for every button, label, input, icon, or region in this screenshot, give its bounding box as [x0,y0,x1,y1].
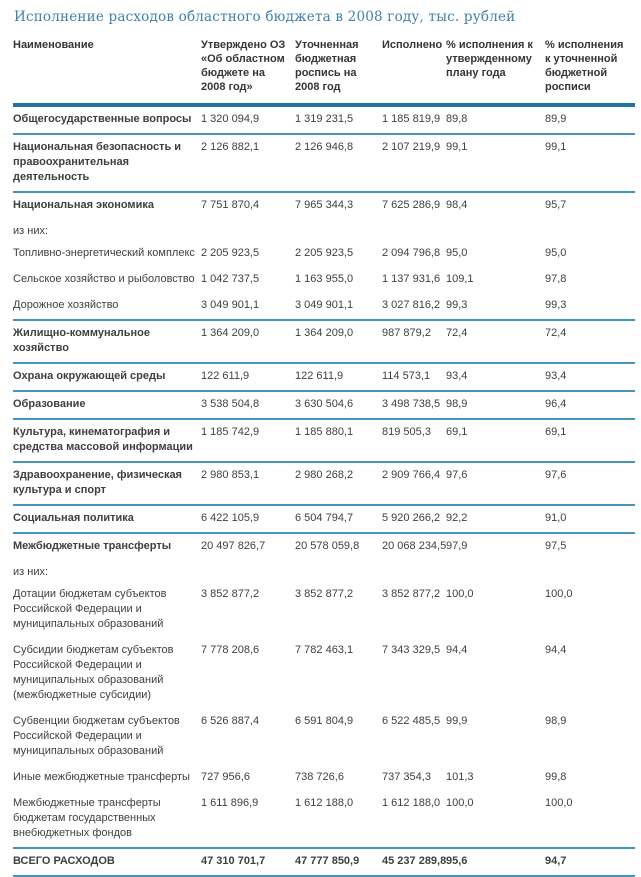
row-name: Культура, кинематография и средства массовой информации [13,419,201,462]
cell-refined-plan: 1 163 955,0 [295,273,354,285]
cell-pct-refined-plan: 94,4 [545,644,567,656]
cell-executed: 20 068 234,5 [382,533,446,560]
cell-pct-approved-plan: 95,0 [446,247,468,259]
cell-pct-approved-plan: 98,9 [446,391,545,419]
row-name: Межбюджетные трансферты [13,533,201,560]
cell-executed: 2 909 766,4 [382,462,446,505]
cell-pct-refined-plan: 100,0 [545,588,573,600]
cell-pct-refined-plan: 97,5 [545,533,635,560]
cell-approved: 3 538 504,8 [201,391,295,419]
cell-pct-approved-plan: 98,4 [446,192,545,219]
cell-refined-plan: 7 965 344,3 [295,192,382,219]
row-name: Социальная политика [13,505,201,533]
row-name: Сельское хозяйство и рыболовство [13,273,195,285]
cell-refined-plan: 7 782 463,1 [295,644,354,656]
cell-pct-approved-plan: 92,2 [446,505,545,533]
row-name: Дотации бюджетам субъектов Российской Федерации и муниципальных образований [13,588,167,630]
column-header-pct-approved-plan: % исполнения к утвержденному плану года [446,36,545,105]
cell-refined-plan: 6 591 804,9 [295,715,354,727]
cell-pct-approved-plan: 93,4 [446,363,545,391]
cell-pct-refined-plan: 95,0 [545,247,567,259]
row-name: Субвенции бюджетам субъектов Российской Федерации и муниципальных образований [13,715,180,757]
cell-refined-plan: 2 980 268,2 [295,462,382,505]
table-header [13,36,635,105]
cell-executed: 7 625 286,9 [382,192,446,219]
cell-executed: 819 505,3 [382,419,446,462]
cell-pct-approved-plan: 101,3 [446,771,474,783]
cell-pct-refined-plan: 100,0 [545,797,573,809]
row-group-label: из них: [13,225,49,237]
row-name: Национальная экономика [13,192,201,219]
cell-approved: 1 185 742,9 [201,419,295,462]
cell-pct-refined-plan: 96,4 [545,391,635,419]
table-row [13,791,635,848]
cell-executed: 7 343 329,5 [382,644,441,656]
table-row [13,419,635,462]
cell-pct-refined-plan: 91,0 [545,505,635,533]
cell-approved: 6 526 887,4 [201,715,260,727]
cell-refined-plan: 2 205 923,5 [295,247,354,259]
cell-pct-refined-plan: 94,7 [545,848,635,876]
cell-approved: 3 049 901,1 [201,299,260,311]
cell-refined-plan: 1 185 880,1 [295,419,382,462]
cell-refined-plan: 6 504 794,7 [295,505,382,533]
cell-pct-approved-plan: 99,9 [446,715,468,727]
page-title: Исполнение расходов областного бюджета в 2008 году, тыс. рублей [14,9,516,25]
cell-pct-approved-plan: 95,6 [446,848,545,876]
cell-pct-approved-plan: 97,6 [446,462,545,505]
cell-executed: 45 237 289,8 [382,848,446,876]
cell-approved: 20 497 826,7 [201,533,295,560]
table-row [13,293,635,320]
cell-pct-refined-plan: 95,7 [545,192,635,219]
table-row [13,765,635,791]
cell-executed: 3 498 738,5 [382,391,446,419]
table-row [13,391,635,419]
cell-approved: 1 320 094,9 [201,113,260,125]
table-row [13,638,635,709]
cell-refined-plan: 3 852 877,2 [295,588,354,600]
table-row [13,320,635,363]
row-name: Иные межбюджетные трансферты [13,771,190,783]
cell-approved: 1 042 737,5 [201,273,260,285]
cell-refined-plan: 47 777 850,9 [295,848,382,876]
table-row [13,363,635,391]
table-row [13,533,635,560]
cell-approved: 2 980 853,1 [201,462,295,505]
row-name: Жилищно-коммунальное хозяйство [13,320,201,363]
cell-executed: 3 027 816,2 [382,299,441,311]
cell-pct-refined-plan: 72,4 [545,320,635,363]
cell-refined-plan: 1 364 209,0 [295,320,382,363]
cell-pct-approved-plan: 99,3 [446,299,468,311]
cell-pct-approved-plan: 99,1 [446,134,545,192]
table-row [13,134,635,192]
cell-pct-approved-plan: 97,9 [446,533,545,560]
row-name: Образование [13,391,201,419]
column-header-name: Наименование [13,36,201,105]
cell-approved: 122 611,9 [201,363,295,391]
cell-pct-refined-plan: 99,1 [545,134,635,192]
cell-pct-approved-plan: 89,8 [446,113,468,125]
cell-refined-plan: 122 611,9 [295,363,382,391]
row-name: Дорожное хозяйство [13,299,119,311]
cell-pct-refined-plan: 98,9 [545,715,567,727]
row-name: Топливно-энергетический комплекс [13,247,195,259]
cell-approved: 3 852 877,2 [201,588,260,600]
cell-executed: 1 137 931,6 [382,273,441,285]
cell-executed: 737 354,3 [382,771,431,783]
cell-executed: 1 185 819,9 [382,113,441,125]
cell-pct-approved-plan: 72,4 [446,320,545,363]
table-row [13,192,635,219]
table-row [13,560,635,582]
budget-execution-table [13,36,635,877]
cell-refined-plan: 1 612 188,0 [295,797,354,809]
cell-refined-plan: 3 049 901,1 [295,299,354,311]
cell-executed: 2 094 796,8 [382,247,441,259]
cell-approved: 7 778 208,6 [201,644,260,656]
table-row [13,105,635,134]
column-header-refined-plan: Уточненная бюджетная роспись на 2008 год [295,36,382,105]
cell-approved: 47 310 701,7 [201,848,295,876]
cell-executed: 6 522 485,5 [382,715,441,727]
cell-pct-refined-plan: 99,8 [545,771,567,783]
cell-executed: 3 852 877,2 [382,588,441,600]
cell-executed: 1 612 188,0 [382,797,441,809]
cell-pct-approved-plan: 69,1 [446,419,545,462]
table-row [13,241,635,267]
cell-refined-plan: 3 630 504,6 [295,391,382,419]
cell-pct-refined-plan: 97,6 [545,462,635,505]
row-name: Субсидии бюджетам субъектов Российской Федерации и муниципальных образований (межбюджетные субсидии) [13,644,174,701]
budget-table-body [13,105,635,876]
table-row [13,582,635,638]
cell-executed: 114 573,1 [382,363,446,391]
row-name: Межбюджетные трансферты бюджетам государственных внебюджетных фондов [13,797,161,839]
cell-pct-approved-plan: 100,0 [446,797,474,809]
row-name: Национальная безопасность и правоохранительная деятельность [13,134,201,192]
column-header-pct-refined-plan: % исполнения к уточненной бюджетной росписи [545,36,635,105]
cell-approved: 1 364 209,0 [201,320,295,363]
cell-pct-approved-plan: 109,1 [446,273,474,285]
row-name: ВСЕГО РАСХОДОВ [13,848,201,876]
cell-refined-plan: 20 578 059,8 [295,533,382,560]
cell-approved: 7 751 870,4 [201,192,295,219]
table-header-row [13,36,635,105]
cell-pct-approved-plan: 100,0 [446,588,474,600]
table-row [13,505,635,533]
cell-pct-approved-plan: 94,4 [446,644,468,656]
row-group-label: из них: [13,566,49,578]
cell-approved: 6 422 105,9 [201,505,295,533]
column-header-approved: Утверждено ОЗ «Об областном бюджете на 2008 год» [201,36,295,105]
cell-pct-refined-plan: 93,4 [545,363,635,391]
column-header-executed: Исполнено [382,36,446,105]
cell-executed: 2 107 219,9 [382,134,446,192]
table-row [13,848,635,876]
cell-approved: 2 126 882,1 [201,134,295,192]
cell-approved: 2 205 923,5 [201,247,260,259]
table-row [13,462,635,505]
cell-refined-plan: 738 726,6 [295,771,344,783]
row-name: Здравоохранение, физическая культура и спорт [13,462,201,505]
cell-refined-plan: 1 319 231,5 [295,113,354,125]
cell-refined-plan: 2 126 946,8 [295,134,382,192]
cell-pct-refined-plan: 69,1 [545,419,635,462]
table-row [13,219,635,241]
cell-approved: 1 611 896,9 [201,797,259,809]
row-name: Общегосударственные вопросы [13,113,192,125]
row-name: Охрана окружающей среды [13,363,201,391]
cell-executed: 987 879,2 [382,320,446,363]
cell-approved: 727 956,6 [201,771,250,783]
table-row [13,267,635,293]
cell-executed: 5 920 266,2 [382,505,446,533]
cell-pct-refined-plan: 97,8 [545,273,567,285]
cell-pct-refined-plan: 89,9 [545,113,567,125]
cell-pct-refined-plan: 99,3 [545,299,567,311]
